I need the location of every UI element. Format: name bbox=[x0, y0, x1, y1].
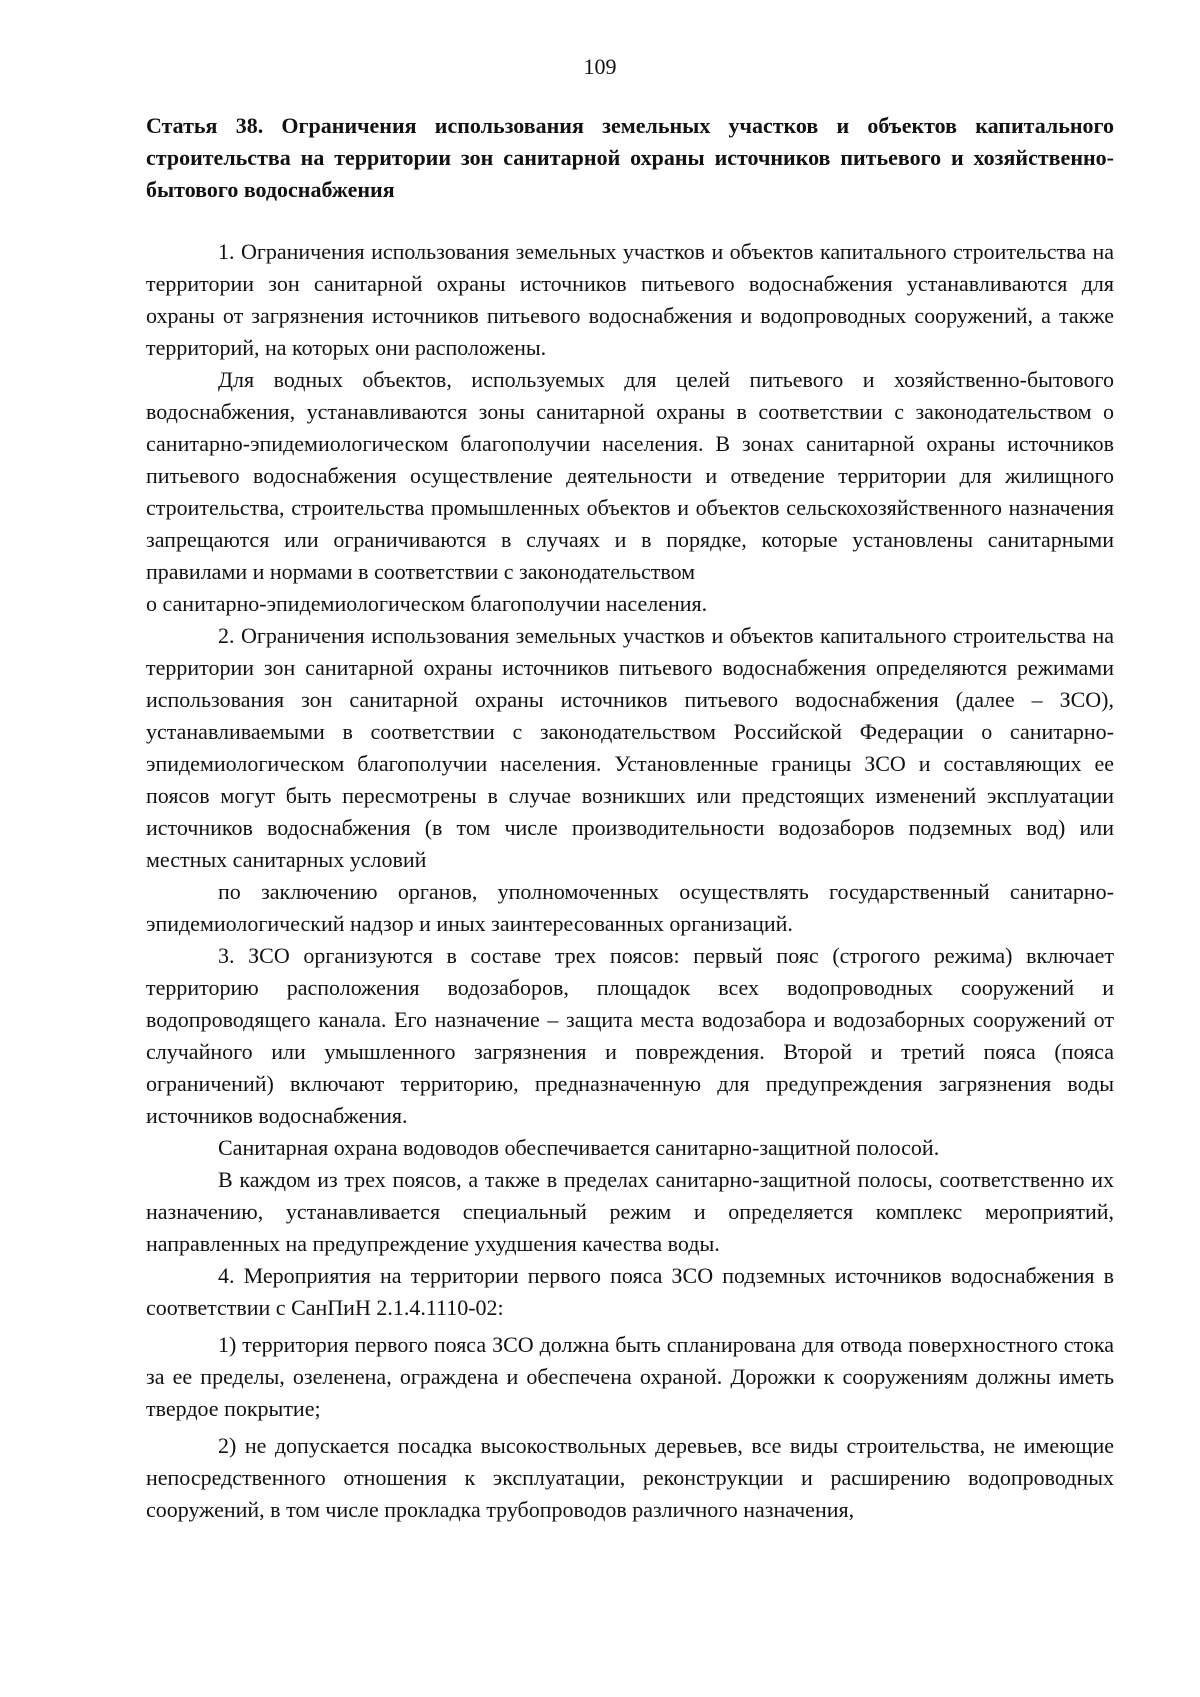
list-item-2: 2) не допускается посадка высокоствольных деревьев, все виды строительства, не имеющие непосредственного отношения к эксплуатации, реконструкции и расширению водопроводных сооружений, в том числе прокладка трубопроводов различного назначения, bbox=[146, 1433, 1114, 1522]
paragraph-water-objects: Для водных объектов, используемых для целей питьевого и хозяйственно-бытового водоснабжения, устанавливаются зоны санитарной охраны в соответствии с законодательством о санитарно-эпидемиологическом благополучии населения. В зонах санитарной охраны источников питьевого водоснабжения осуществление деятельности и отведение территории для жилищного строительства, строительства промышленных объектов и объектов сельскохозяйственного назначения запрещаются или ограничиваются в случаях и в порядке, которые установлены санитарными правилами и нормами в соответствии с законодательством bbox=[146, 367, 1114, 584]
paragraph-legislation-continuation: о санитарно-эпидемиологическом благополучии населения. bbox=[146, 591, 708, 616]
article-body bbox=[146, 236, 1114, 1526]
paragraph-2-continuation: по заключению органов, уполномоченных осуществлять государственный санитарно-эпидемиологический надзор и иных заинтересованных организаций. bbox=[146, 879, 1114, 936]
list-item-1: 1) территория первого пояса ЗСО должна быть спланирована для отвода поверхностного стока за ее пределы, озеленена, ограждена и обеспечена охраной. Дорожки к сооружениям должны иметь твердое покрытие; bbox=[146, 1332, 1114, 1421]
paragraph-1: 1. Ограничения использования земельных участков и объектов капитального строительства на территории зон санитарной охраны источников питьевого водоснабжения устанавливаются для охраны от загрязнения источников питьевого водоснабжения и водопроводных сооружений, а также территорий, на которых они расположены. bbox=[146, 239, 1114, 360]
page-number: 109 bbox=[583, 54, 617, 79]
paragraph-2: 2. Ограничения использования земельных участков и объектов капитального строительства на территории зон санитарной охраны источников питьевого водоснабжения определяются режимами использования зон санитарной охраны источников питьевого водоснабжения (далее – ЗСО), устанавливаемыми в соответствии с законодательством Российской Федерации о санитарно-эпидемиологическом благополучии населения. Установленные границы ЗСО и составляющих ее поясов могут быть пересмотрены в случае возникших или предстоящих изменений эксплуатации источников водоснабжения (в том числе производительности водозаборов подземных вод) или местных санитарных условий bbox=[146, 623, 1114, 872]
article-heading: Статья 38. Ограничения использования земельных участков и объектов капитального строительства на территории зон санитарной охраны источников питьевого и хозяйственно-бытового водоснабжения bbox=[146, 113, 1114, 202]
paragraph-water-pipes: Санитарная охрана водоводов обеспечивается санитарно-защитной полосой. bbox=[218, 1135, 940, 1160]
paragraph-3: 3. ЗСО организуются в составе трех поясов: первый пояс (строгого режима) включает территорию расположения водозаборов, площадок всех водопроводных сооружений и водопроводящего канала. Его назначение – защита места водозабора и водозаборных сооружений от случайного или умышленного загрязнения и повреждения. Второй и третий пояса (пояса ограничений) включают территорию, предназначенную для предупреждения загрязнения воды источников водоснабжения. bbox=[146, 943, 1114, 1128]
paragraph-4: 4. Мероприятия на территории первого пояса ЗСО подземных источников водоснабжения в соответствии с СанПиН 2.1.4.1110-02: bbox=[146, 1263, 1114, 1320]
paragraph-three-belts: В каждом из трех поясов, а также в пределах санитарно-защитной полосы, соответственно их назначению, устанавливается специальный режим и определяется комплекс мероприятий, направленных на предупреждение ухудшения качества воды. bbox=[146, 1167, 1114, 1256]
